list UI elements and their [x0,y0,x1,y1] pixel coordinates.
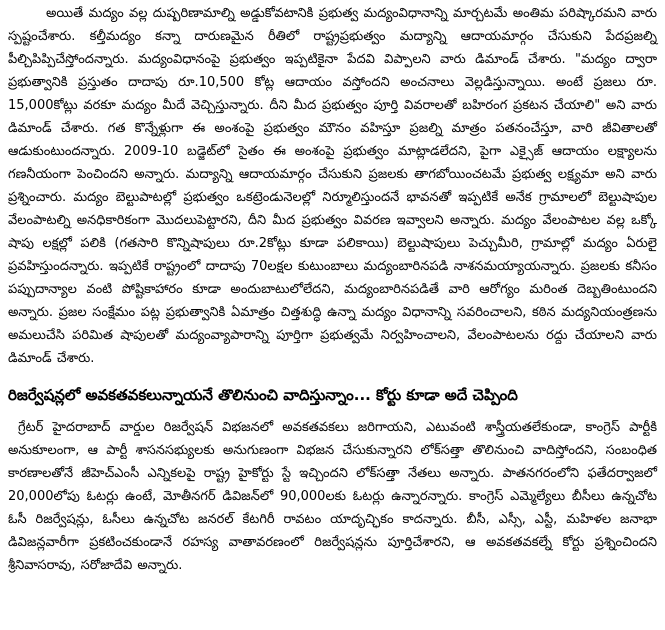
article-paragraph-1: అయితే మద్యం వల్ల దుష్పరిణామాల్ని అడ్డుకోవటానికి ప్రభుత్వ మద్యంవిధానాన్ని మార్చటమే అంతిమ పరిష్కారమని వారు స్పష్టంచేశారు. కల్తీమద్యం కన్నా దారుణమైన రీతిలో రాష్ట్రప్రభుత్వం మద్యాన్ని ఆదాయమార్గం చేసుకుని పేదప్రజల్ని పీల్చిపిప్పిచేస్తోందన్నారు. మద్యంవిధానంపై ప్రభుత్వం ఇప్పటికైనా పేదవి విప్పాలని వారు డిమాండ్ చేశారు. "మద్యం ద్వారా ప్రభుత్వానికి ప్రస్తుతం దాదాపు రూ.10,500 కోట్ల ఆదాయం వస్తోందని అంచనాలు వెల్లడిస్తున్నాయి. అంటే ప్రజలు రూ. 15,000కోట్లు వరకూ మద్యం మీదే వెచ్చిస్తున్నారు. దీని మీద ప్రభుత్వం పూర్తి వివరాలతో బహిరంగ ప్రకటన చేయాలి" అని వారు డిమాండ్ చేశారు. గత కొన్నేళ్లుగా ఈ అంశంపై ప్రభుత్వం మౌనం వహిస్తూ ప్రజల్ని మాత్రం పతనంచేస్తూ, వారి జీవితాలతో ఆడుకుంటుందన్నారు. 2009-10 బడ్జెట్‌లో సైతం ఈ అంశంపై ప్రభుత్వం మాట్లాడలేదని, పైగా ఎక్సైజ్ ఆదాయం లక్ష్యాలను గణనీయంగా పెంచిందని అన్నారు. మద్యాన్ని ఆదాయమార్గం చేసుకుని ప్రజలకు తాగబోయించటమే ప్రభుత్వ లక్ష్యమా అని వారు ప్రశ్నించారు. మద్యం బెల్టుపాటల్లో ప్రభుత్వం ఒకట్రెండునెలల్లో నిర్మూలిస్తుందనే భావనతో ఇప్పటికే అనేక గ్రామాలలో బెల్టుషాపుల వేలంపాటల్ని అనధికారికంగా మొదలుపెట్టారని, దీని మీద ప్రభుత్వం వివరణ ఇవ్వాలని అన్నారు. మద్యం వేలంపాటల వల్ల ఒక్కో షాపు లక్షల్లో పలికి (గతసారి కొన్నిషాపులు రూ.2కోట్లు కూడా పలికాయి) బెల్టుషాపులు పెచ్చుమీరి, గ్రామాల్లో మద్యం ఏరులై ప్రవహిస్తుందన్నారు. ఇప్పటికే రాష్ట్రంలో దాదాపు 70లక్షల కుటుంబాలు మద్యంబారినపడి నాశనమయ్యాయన్నారు. ప్రజలకు కనీసం పప్పుదాన్యాల వంటి పోష్టికాహారం కూడా అందుబాటులోలేదని, మద్యంబారినపడితే వారి ఆరోగ్యం మరింత దెబ్బతింటుందని అన్నారు. ప్రజల సంక్షేమం పట్ల ప్రభుత్వానికి ఏమాత్రం చిత్తశుద్ధి ఉన్నా మద్యం విధానాన్ని సవరించాలని, కఠిన మద్యనియంత్రణను అమలుచేసి పరిమిత షాపులతో మద్యంవ్యాపారాన్ని పూర్తిగా ప్రభుత్వమే నిర్వహించాలని, వేలంపాటలను రద్దు చేయాలని వారు డిమాండ్ చేశారు. [8,6,657,366]
article-paragraph-2: గ్రేటర్ హైదరాబాద్ వార్డుల రిజర్వేషన్ విభజనలో అవకతవకలు జరిగాయని, ఎటువంటి శాస్త్రీయతలేకుండా, కాంగ్రెస్ పార్టీకి అనుకూలంగా, ఆ పార్టీ శాసనసభ్యులకు అనుగుణంగా విభజన చేసుకున్నారని లోక్‌సత్తా తొలినుంచి వాదిస్తోందని, సంబంధిత కారణాలతోనే జీహెచ్ఎంసీ ఎన్నికలపై రాష్ట్ర హైకోర్టు స్టే ఇచ్చిందని లోక్‌సత్తా నేతలు అన్నారు. పాతనగరంలోని ఫతేదర్వాజలో 20,000లోపు ఓటర్లు ఉంటే, మోతీనగర్ డివిజన్‌లో 90,000లకు ఓటర్లు ఉన్నారన్నారు. కాంగ్రెస్ ఎమ్మెల్యేలు బీసీలు ఉన్నచోట ఓసీ రిజర్వేషన్లు, ఓసీలు ఉన్నచోట జనరల్ కేటగిరీ రావటం యాదృచ్ఛికం కాదన్నారు. బీసీ, ఎస్సీ, ఎస్టీ, మహిళల జనాభా డివిజన్లవారీగా ప్రకటించకుండానే రహస్య వాతావరణంలో రిజర్వేషన్లను పూర్తిచేశారని, ఆ అవకతవకల్నే కోర్టు ప్రశ్నించిందని శ్రీనివాసరావు, సరోజాదేవి అన్నారు. [8,420,657,573]
section-heading: రిజర్వేషన్లలో అవకతవకలున్నాయనే తొలినుంచి వాదిస్తున్నాం... కోర్టు కూడా అదే చెప్పింది [8,386,518,404]
